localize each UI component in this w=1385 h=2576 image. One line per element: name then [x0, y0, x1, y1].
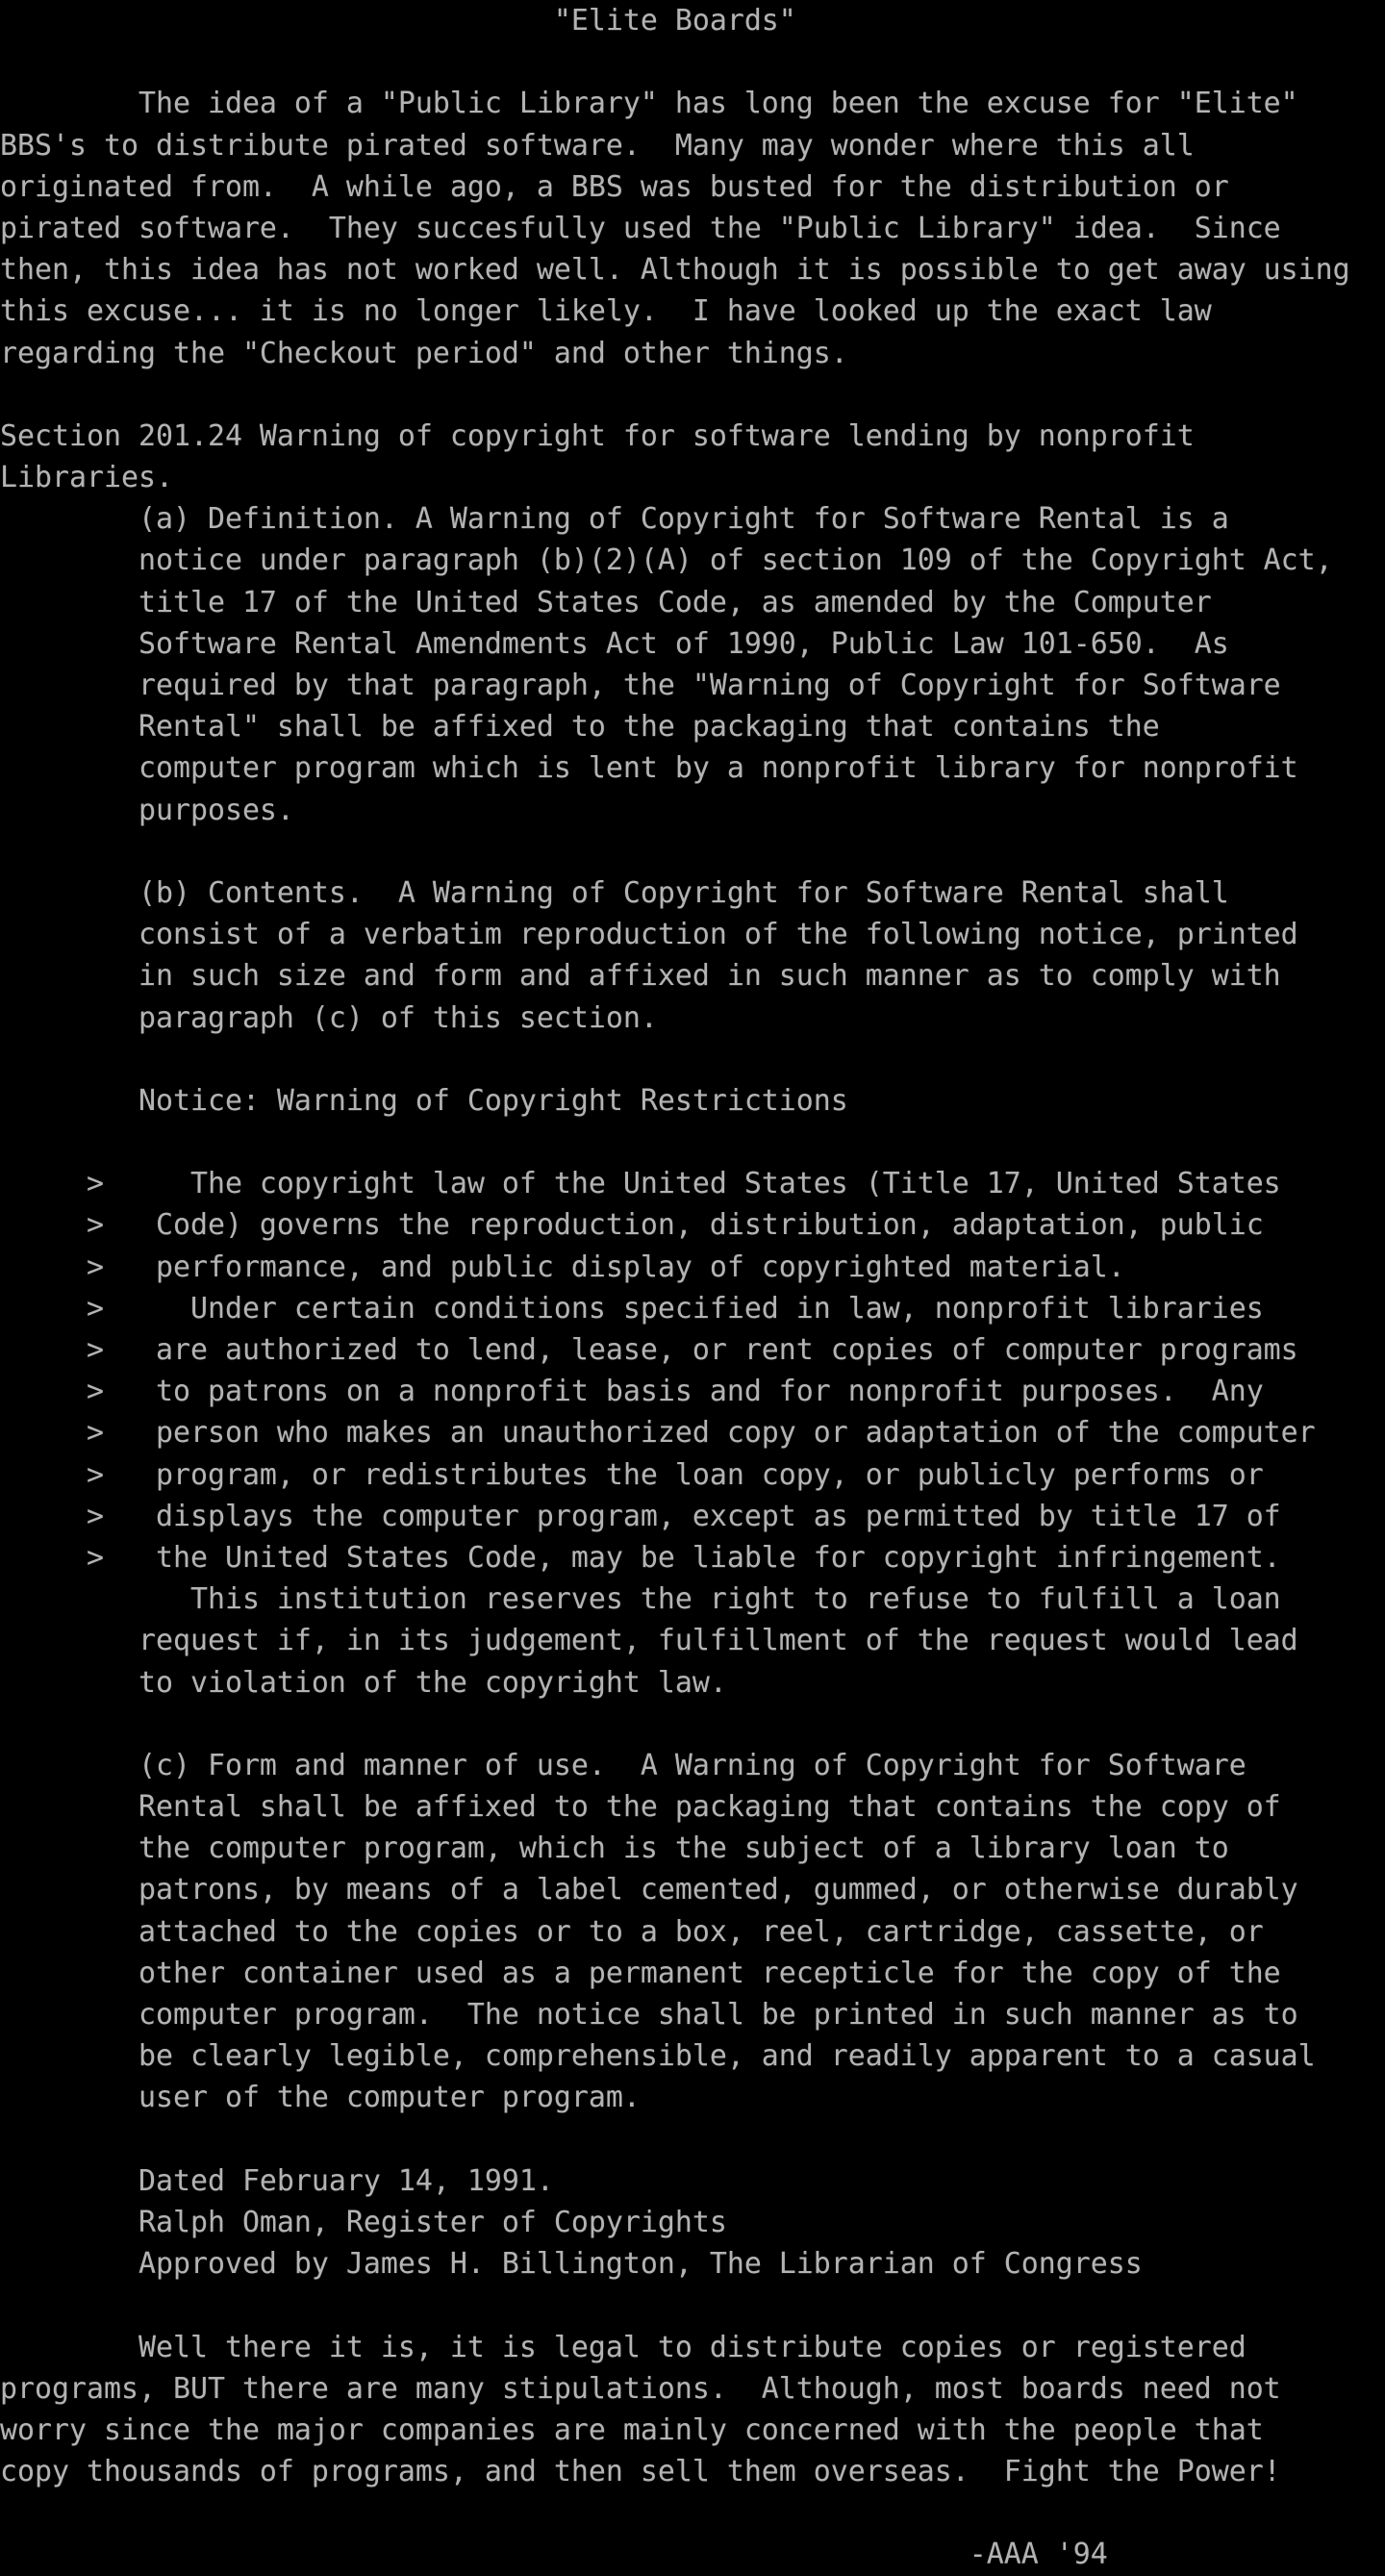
text-line: "Elite Boards" [0, 4, 796, 38]
text-line: be clearly legible, comprehensible, and readily apparent to a casual [0, 2039, 1316, 2074]
text-line: Notice: Warning of Copyright Restrictions [0, 1083, 848, 1118]
text-line: > Under certain conditions specified in law, nonprofit libraries [0, 1291, 1264, 1326]
text-line: the computer program, which is the subject of a library loan to [0, 1831, 1229, 1866]
text-line: This institution reserves the right to refuse to fulfill a loan [0, 1582, 1281, 1617]
text-line: Dated February 14, 1991. [0, 2163, 554, 2198]
text-line: > are authorized to lend, lease, or rent copies of computer programs [0, 1333, 1298, 1367]
text-line: > to patrons on a nonprofit basis and for nonprofit purposes. Any [0, 1375, 1264, 1409]
text-line: > The copyright law of the United States (Title 17, United States [0, 1167, 1281, 1201]
text-line: user of the computer program. [0, 2081, 641, 2115]
text-line: > Code) governs the reproduction, distribution, adaptation, public [0, 1208, 1264, 1243]
text-line: worry since the major companies are mainly concerned with the people that [0, 2412, 1264, 2447]
text-line [0, 374, 1385, 416]
text-line: purposes. [0, 793, 294, 827]
text-line: Approved by James H. Billington, The Librarian of Congress [0, 2247, 1143, 2282]
text-line: pirated software. They succesfully used the "Public Library" idea. Since [0, 211, 1281, 245]
text-line [0, 1122, 1385, 1163]
text-line: The idea of a "Public Library" has long been the excuse for "Elite" [0, 87, 1298, 121]
text-line: then, this idea has not worked well. Although it is possible to get away using [0, 253, 1350, 288]
text-line: Software Rental Amendments Act of 1990, Public Law 101-650. As [0, 626, 1229, 661]
text-line: > the United States Code, may be liable for copyright infringement. [0, 1540, 1281, 1575]
text-line: in such size and form and affixed in such manner as to comply with [0, 959, 1281, 994]
text-line: (a) Definition. A Warning of Copyright for Software Rental is a [0, 502, 1229, 537]
text-line: (c) Form and manner of use. A Warning of Copyright for Software [0, 1748, 1246, 1782]
text-line: Ralph Oman, Register of Copyrights [0, 2205, 727, 2239]
text-line: programs, BUT there are many stipulations. Although, most boards need not [0, 2371, 1281, 2406]
text-line: this excuse... it is no longer likely. I have looked up the exact law [0, 294, 1212, 329]
text-line: Libraries. [0, 461, 173, 495]
text-line [0, 2285, 1385, 2326]
text-line: title 17 of the United States Code, as amended by the Computer [0, 585, 1212, 619]
text-line: Rental" shall be affixed to the packaging that contains the [0, 710, 1160, 745]
text-line: other container used as a permanent recepticle for the copy of the [0, 1956, 1281, 1990]
text-line: notice under paragraph (b)(2)(A) of section 109 of the Copyright Act, [0, 543, 1333, 578]
text-line: paragraph (c) of this section. [0, 1000, 658, 1035]
text-line [0, 831, 1385, 872]
text-line [0, 41, 1385, 83]
text-line: > performance, and public display of copyrighted material. [0, 1250, 1125, 1284]
text-line: required by that paragraph, the "Warning of Copyright for Software [0, 669, 1281, 702]
text-line: attached to the copies or to a box, reel, cartridge, cassette, or [0, 1914, 1264, 1949]
text-line: BBS's to distribute pirated software. Many may wonder where this all [0, 128, 1195, 163]
text-line: computer program which is lent by a nonprofit library for nonprofit [0, 751, 1298, 786]
text-line: Section 201.24 Warning of copyright for software lending by nonprofit [0, 418, 1195, 453]
text-line [0, 1039, 1385, 1080]
text-line: to violation of the copyright law. [0, 1665, 727, 1700]
text-line: copy thousands of programs, and then sell them overseas. Fight the Power! [0, 2455, 1281, 2489]
text-line: consist of a verbatim reproduction of the following notice, printed [0, 918, 1298, 952]
text-line: request if, in its judgement, fulfillment of the request would lead [0, 1624, 1298, 1658]
text-line: > program, or redistributes the loan copy, or publicly performs or [0, 1457, 1264, 1492]
text-line: > displays the computer program, except as permitted by title 17 of [0, 1499, 1281, 1533]
text-line [0, 2119, 1385, 2160]
text-line: > person who makes an unauthorized copy or adaptation of the computer [0, 1416, 1316, 1451]
text-line: originated from. A while ago, a BBS was busted for the distribution or [0, 169, 1229, 204]
text-line [0, 1704, 1385, 1745]
text-line: computer program. The notice shall be printed in such manner as to [0, 1998, 1298, 2032]
text-line: (b) Contents. A Warning of Copyright for Software Rental shall [0, 875, 1229, 910]
text-line: Rental shall be affixed to the packaging that contains the copy of [0, 1790, 1281, 1825]
text-line: Well there it is, it is legal to distribute copies or registered [0, 2330, 1246, 2364]
text-line: patrons, by means of a label cemented, gummed, or otherwise durably [0, 1873, 1298, 1907]
text-line [0, 2492, 1385, 2534]
text-line: regarding the "Checkout period" and other things. [0, 336, 848, 370]
text-line: -AAA '94 [0, 2538, 1108, 2572]
